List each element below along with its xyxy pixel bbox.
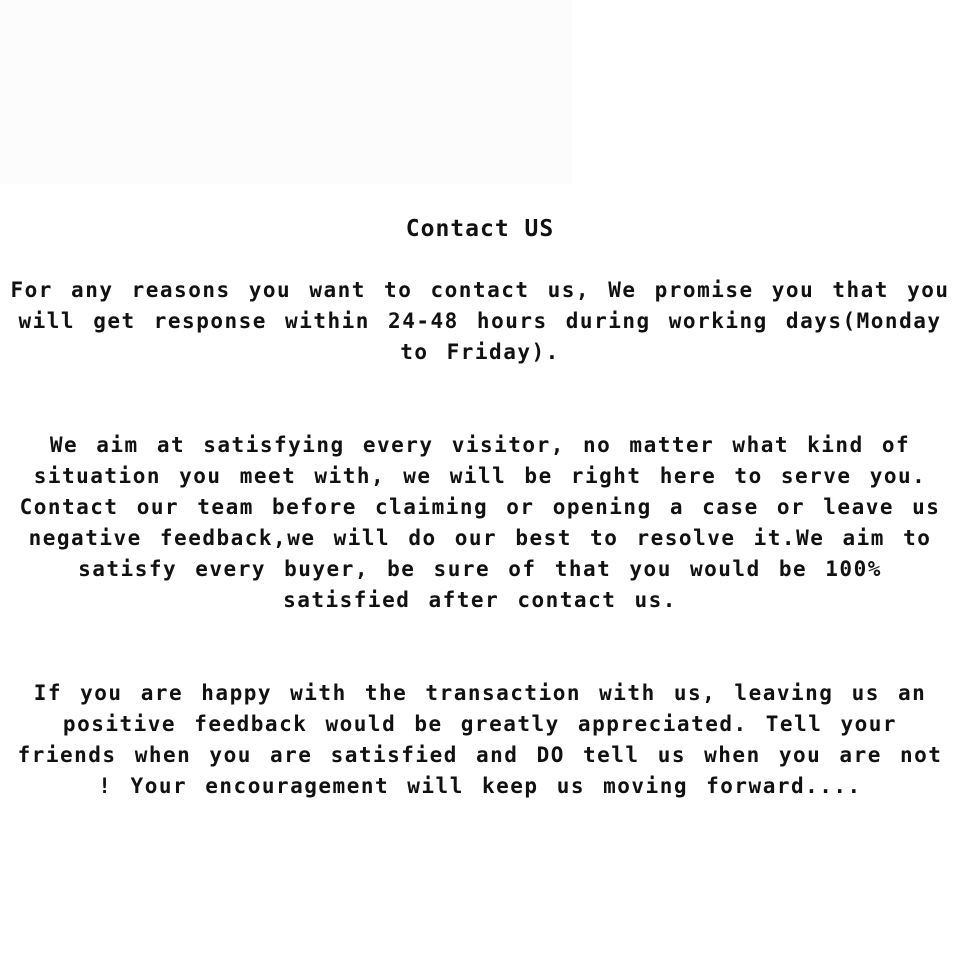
feedback-paragraph: If you are happy with the transaction with us, leaving us an positive feedback would be greatly appreciated. Tell your friends when you are satisfied and DO tell us when you are not ! Your encouragement will keep us moving forward....	[17, 681, 943, 798]
satisfaction-paragraph: We aim at satisfying every visitor, no matter what kind of situation you meet with, we will be right here to serve you. Contact our team before claiming or opening a case or leave us negative feedback,we will do our best to resolve it.We aim to satisfy every buyer, be sure of that you would be 100% satisfied after contact us.	[19, 433, 941, 612]
blank-banner-area	[0, 0, 572, 184]
contact-us-section	[8, 214, 952, 802]
response-time-paragraph: For any reasons you want to contact us, We promise you that you will get response within 24-48 hours during working days(Monday to Friday).	[10, 278, 950, 364]
page-title: Contact US	[405, 216, 555, 242]
